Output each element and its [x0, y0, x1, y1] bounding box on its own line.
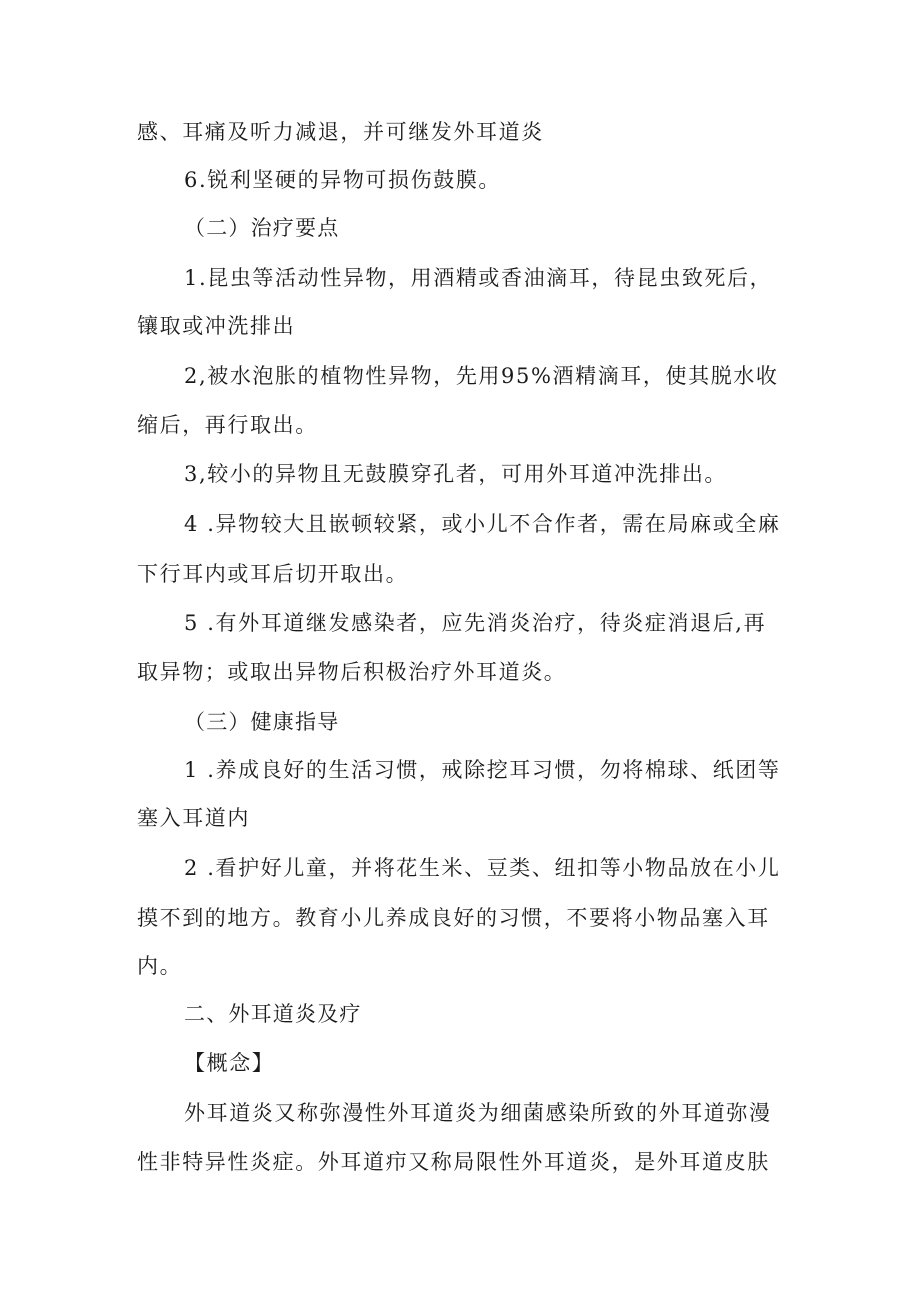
list-item-5-line-2: 取异物；或取出异物后积极治疗外耳道炎。	[137, 660, 567, 684]
list-item-6: 6.锐利坚硬的异物可损伤鼓膜。	[184, 168, 502, 192]
list-item-3: 3,较小的异物且无鼓膜穿孔者，可用外耳道冲洗排出。	[184, 462, 728, 486]
guidance-item-1-line-2: 塞入耳道内	[137, 806, 250, 830]
guidance-item-2-line-1: 2 .看护好儿童，并将花生米、豆类、纽扣等小物品放在小儿	[184, 856, 781, 880]
concept-label: 【概念】	[184, 1051, 275, 1075]
guidance-item-2-line-2: 摸不到的地方。教育小儿养成良好的习惯，不要将小物品塞入耳	[137, 906, 770, 930]
concept-paragraph-line-1: 外耳道炎又称弥漫性外耳道炎为细菌感染所致的外耳道弥漫	[184, 1101, 772, 1125]
section-heading-otitis-externa: 二、外耳道炎及疗	[184, 1002, 362, 1026]
guidance-item-1-line-1: 1 .养成良好的生活习惯，戒除挖耳习惯，勿将棉球、纸团等	[184, 758, 781, 782]
section-heading-treatment: （二）治疗要点	[184, 216, 340, 240]
list-item-4-line-1: 4 .异物较大且嵌顿较紧，或小儿不合作者，需在局麻或全麻	[184, 512, 781, 536]
list-item-2-line-1: 2,被水泡胀的植物性异物，先用95%酒精滴耳，使其脱水收	[184, 364, 779, 388]
section-heading-health-guidance: （三）健康指导	[184, 710, 340, 734]
list-item-2-line-2: 缩后，再行取出。	[137, 413, 318, 437]
guidance-item-2-line-3: 内。	[137, 954, 183, 978]
text-line-continuation: 感、耳痛及听力减退，并可继发外耳道炎	[137, 120, 544, 144]
concept-paragraph-line-2: 性非特异性炎症。外耳道疖又称局限性外耳道炎，是外耳道皮肤	[137, 1150, 770, 1174]
list-item-1-line-1: 1.昆虫等活动性异物，用酒精或香油滴耳，待昆虫致死后，	[184, 266, 773, 290]
list-item-4-line-2: 下行耳内或耳后切开取出。	[137, 562, 409, 586]
list-item-5-line-1: 5 .有外耳道继发感染者，应先消炎治疗，待炎症消退后,再	[184, 611, 767, 635]
list-item-1-line-2: 镶取或冲洗排出	[137, 314, 296, 338]
